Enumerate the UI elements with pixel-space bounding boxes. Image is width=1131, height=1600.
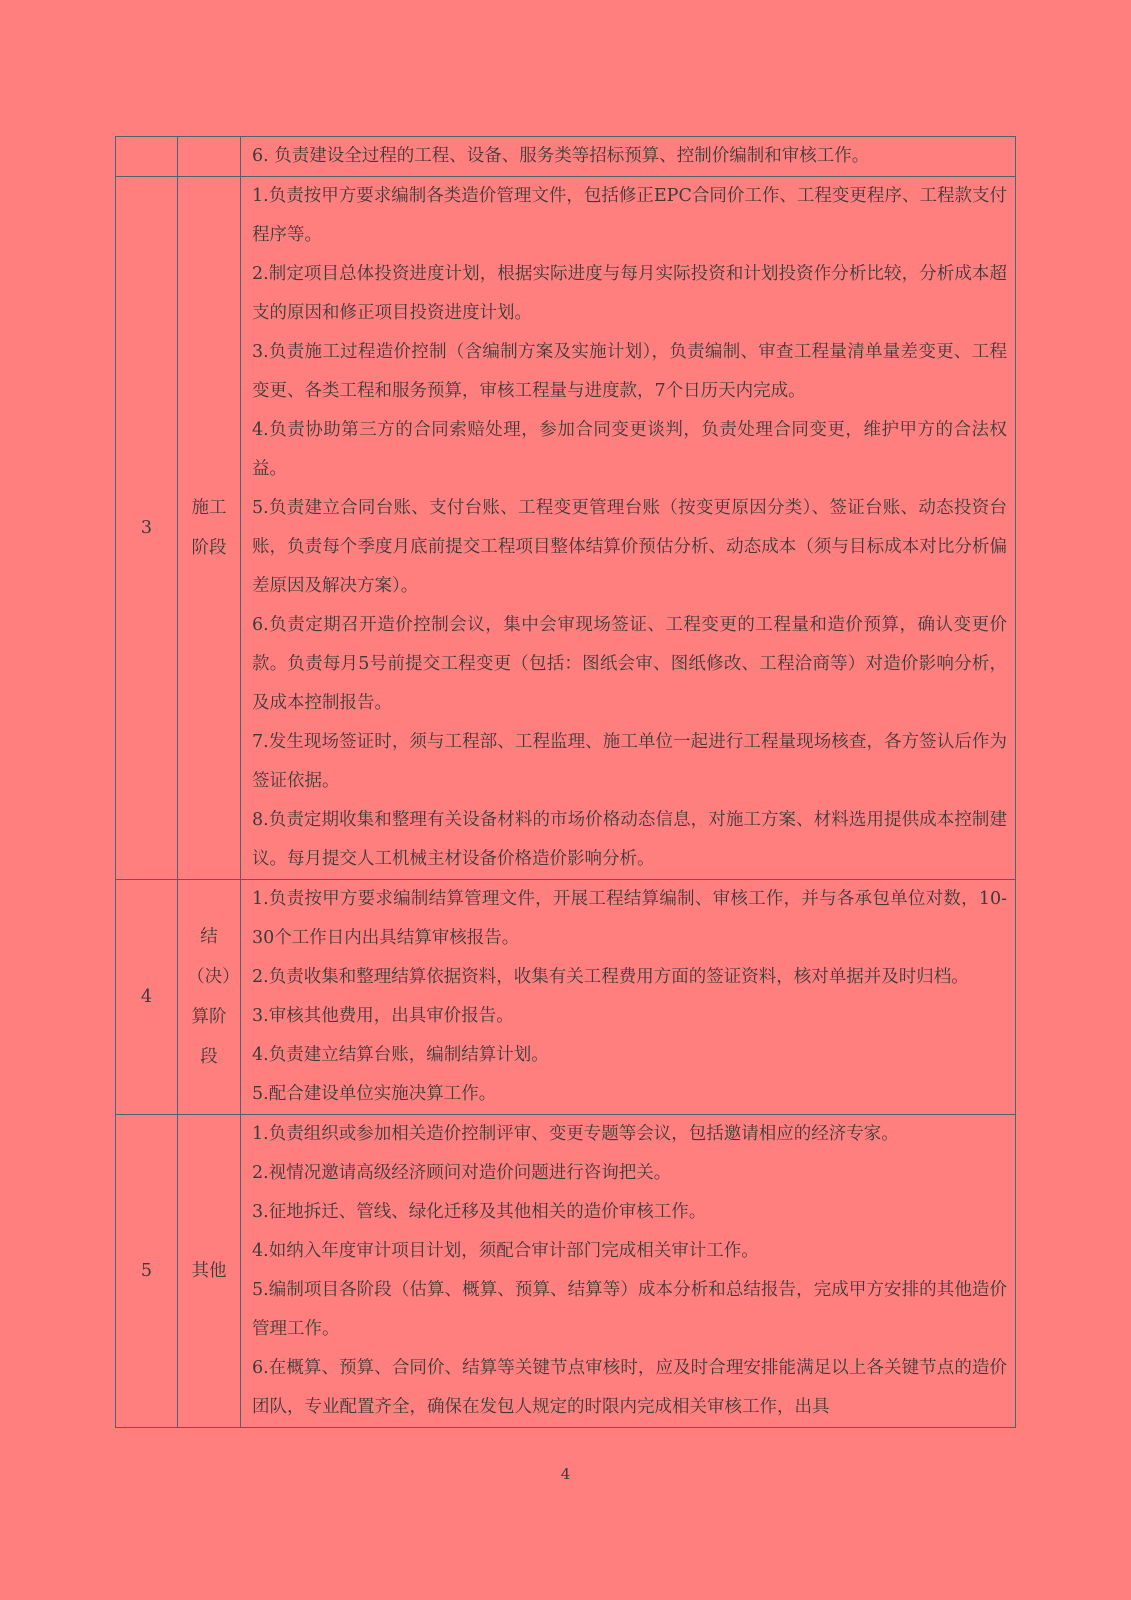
duty-item: 2.制定项目总体投资进度计划，根据实际进度与每月实际投资和计划投资作分析比较，分析成本超支的原因和修正项目投资进度计划。 (252, 264, 1007, 323)
row-number-cell (116, 137, 178, 177)
stage-cell (178, 137, 241, 177)
duty-item: 1.负责按甲方要求编制各类造价管理文件，包括修正EPC合同价工作、工程变更程序、工程款支付程序等。 (252, 186, 1007, 245)
duty-item: 7.发生现场签证时，须与工程部、工程监理、施工单位一起进行工程量现场核查，各方签认后作为签证依据。 (252, 732, 1007, 791)
duty-cell (241, 137, 1016, 177)
duty-item: 5.配合建设单位实施决算工作。 (252, 1084, 497, 1104)
duty-item: 6.负责定期召开造价控制会议，集中会审现场签证、工程变更的工程量和造价预算，确认变更价款。负责每月5号前提交工程变更（包括：图纸会审、图纸修改、工程洽商等）对造价影响分析，及成本控制报告。 (252, 615, 1007, 713)
table-row (116, 880, 1016, 1115)
duty-table-body (116, 137, 1016, 1428)
duty-item: 6.在概算、预算、合同价、结算等关键节点审核时，应及时合理安排能满足以上各关键节点的造价团队，专业配置齐全，确保在发包人规定的时限内完成相关审核工作，出具 (252, 1358, 1007, 1417)
duty-item: 5.负责建立合同台账、支付台账、工程变更管理台账（按变更原因分类）、签证台账、动态投资台账，负责每个季度月底前提交工程项目整体结算价预估分析、动态成本（须与目标成本对比分析偏差原因及解决方案）。 (252, 498, 1007, 596)
stage-cell: 其他 (178, 1115, 241, 1428)
duty-cell (241, 880, 1016, 1115)
duty-item: 3.审核其他费用，出具审价报告。 (252, 1006, 514, 1026)
duty-item: 1.负责组织或参加相关造价控制评审、变更专题等会议，包括邀请相应的经济专家。 (252, 1124, 899, 1144)
duty-item: 3.征地拆迁、管线、绿化迁移及其他相关的造价审核工作。 (252, 1202, 707, 1222)
duty-item: 2.视情况邀请高级经济顾问对造价问题进行咨询把关。 (252, 1163, 672, 1183)
duty-item: 4.负责建立结算台账，编制结算计划。 (252, 1045, 549, 1065)
duty-item: 8.负责定期收集和整理有关设备材料的市场价格动态信息，对施工方案、材料选用提供成本控制建议。每月提交人工机械主材设备价格造价影响分析。 (252, 810, 1007, 869)
duty-item: 2.负责收集和整理结算依据资料，收集有关工程费用方面的签证资料，核对单据并及时归档。 (252, 967, 969, 987)
page-number: 4 (560, 1465, 571, 1483)
stage-cell: 结（决）算阶段 (178, 880, 241, 1115)
duty-item: 4.如纳入年度审计项目计划，须配合审计部门完成相关审计工作。 (252, 1241, 759, 1261)
duty-table (115, 136, 1016, 1428)
row-number-cell: 3 (116, 177, 178, 880)
duty-item: 3.负责施工过程造价控制（含编制方案及实施计划），负责编制、审查工程量清单量差变更、工程变更、各类工程和服务预算，审核工程量与进度款，7个日历天内完成。 (252, 342, 1007, 401)
duty-item: 1.负责按甲方要求编制结算管理文件，开展工程结算编制、审核工作，并与各承包单位对数，10-30个工作日内出具结算审核报告。 (252, 889, 1007, 948)
duty-item: 6. 负责建设全过程的工程、设备、服务类等招标预算、控制价编制和审核工作。 (252, 146, 870, 166)
duty-item: 5.编制项目各阶段（估算、概算、预算、结算等）成本分析和总结报告，完成甲方安排的其他造价管理工作。 (252, 1280, 1007, 1339)
duty-cell (241, 1115, 1016, 1428)
row-number-cell: 4 (116, 880, 178, 1115)
duty-item: 4.负责协助第三方的合同索赔处理，参加合同变更谈判，负责处理合同变更，维护甲方的合法权益。 (252, 420, 1007, 479)
duty-cell (241, 177, 1016, 880)
stage-cell: 施工阶段 (178, 177, 241, 880)
table-row (116, 1115, 1016, 1428)
table-row (116, 137, 1016, 177)
table-row (116, 177, 1016, 880)
row-number-cell: 5 (116, 1115, 178, 1428)
